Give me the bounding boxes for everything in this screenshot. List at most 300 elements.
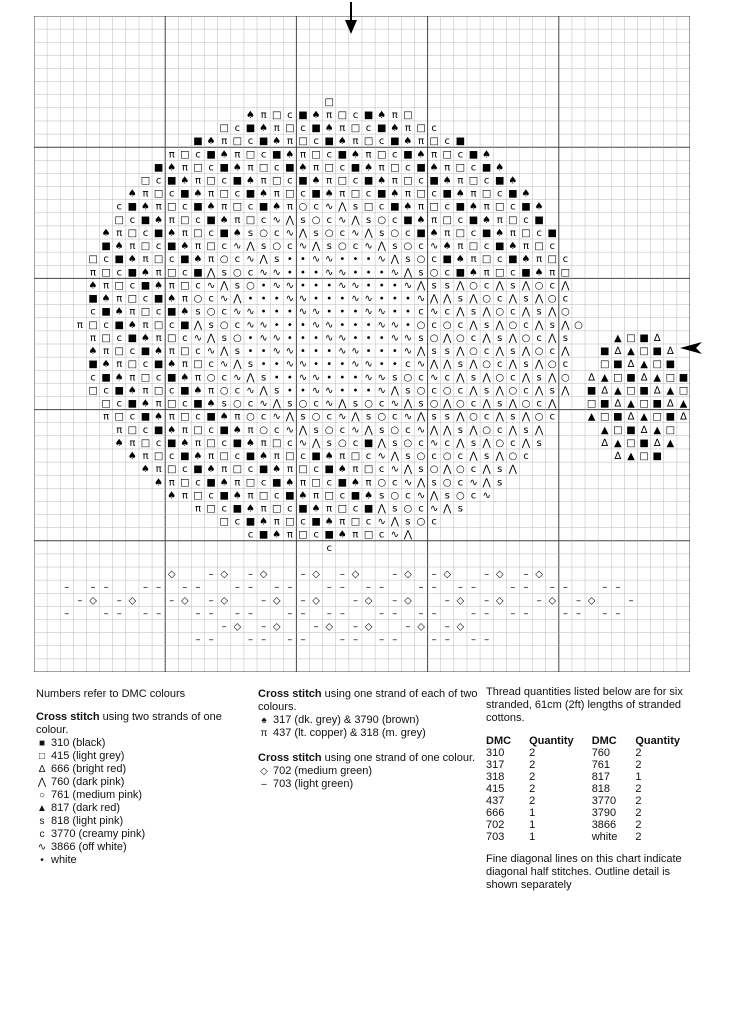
stitch-symbol: π (155, 332, 162, 344)
stitch-symbol: □ (180, 149, 190, 161)
legend-item (36, 854, 251, 867)
stitch-symbol: ◇ (495, 595, 504, 607)
stitch-symbol: π (470, 188, 477, 200)
stitch-symbol: • (365, 267, 372, 279)
stitch-symbol: – (208, 608, 214, 620)
stitch-symbol: – (379, 582, 385, 594)
stitch-symbol: c (300, 188, 306, 200)
stitch-symbol: □ (442, 149, 453, 161)
stitch-symbol: • (286, 332, 293, 344)
stitch-symbol: ⋀ (469, 424, 478, 436)
stitch-symbol: – (221, 621, 227, 633)
stitch-symbol: ⋀ (220, 346, 229, 358)
stitch-symbol: π (247, 162, 254, 174)
stitch-symbol: ⋀ (443, 359, 452, 371)
two-strands-heading-bold: Cross stitch (36, 711, 100, 723)
stitch-symbol: c (260, 477, 267, 489)
stitch-symbol: c (536, 227, 542, 239)
stitch-symbol: ♠ (141, 398, 151, 410)
stitch-symbol: π (352, 464, 359, 476)
stitch-symbol: ◇ (443, 569, 452, 581)
stitch-symbol: ○ (206, 372, 216, 384)
stitch-symbol: π (431, 214, 438, 226)
stitch-symbol: ∿ (364, 306, 373, 318)
legend-item (258, 778, 478, 791)
one-strand-heading-bold: Cross stitch (258, 752, 322, 764)
stitch-symbol: ♠ (534, 267, 544, 279)
stitch-symbol: ∆ (601, 437, 609, 449)
stitch-symbol: – (366, 582, 372, 594)
stitch-symbol: π (247, 490, 254, 502)
stitch-symbol: ∿ (325, 201, 334, 213)
stitch-symbol: π (181, 490, 188, 502)
stitch-symbol: ♠ (245, 175, 255, 187)
table-cell: 1 (529, 807, 536, 819)
stitch-symbol: ♠ (403, 201, 413, 213)
stitch-symbol: • (365, 332, 372, 344)
stitch-symbol: ⋀ (430, 490, 439, 502)
table-cell: 703 (486, 831, 505, 843)
legend-item-label: 817 (dark red) (51, 802, 121, 814)
stitch-symbol: ⋀ (390, 451, 399, 463)
stitch-symbol: c (510, 201, 516, 213)
stitch-symbol: • (273, 319, 280, 331)
stitch-symbol: s (418, 464, 424, 476)
stitch-symbol: ▲ (653, 424, 662, 436)
stitch-symbol: π (418, 136, 425, 148)
stitch-symbol: ◇ (587, 595, 596, 607)
stitch-symbol: ■ (337, 149, 348, 161)
stitch-symbol: – (208, 634, 214, 646)
stitch-symbol: s (457, 359, 464, 371)
stitch-symbol: – (326, 582, 332, 594)
stitch-symbol: ○ (259, 424, 268, 436)
stitch-symbol: ♠ (508, 241, 518, 253)
stitch-symbol: ♠ (350, 477, 360, 489)
stitch-symbol: – (300, 569, 306, 581)
stitch-symbol: ∿ (403, 346, 413, 358)
stitch-symbol: ■ (219, 490, 229, 502)
stitch-symbol: ∿ (429, 437, 439, 449)
table-cell: 2 (635, 807, 642, 819)
stitch-symbol: □ (298, 464, 308, 476)
stitch-symbol: ■ (481, 162, 492, 174)
stitch-symbol: – (313, 621, 319, 633)
stitch-symbol: □ (311, 477, 321, 489)
stitch-symbol: ■ (245, 516, 256, 528)
stitch-symbol: ∿ (272, 346, 281, 358)
legend-symbol-icon: c (39, 829, 45, 840)
stitch-symbol: c (195, 411, 201, 423)
stitch-symbol: ⋀ (508, 332, 517, 344)
stitch-symbol: □ (271, 109, 282, 121)
stitch-symbol: π (168, 214, 175, 226)
stitch-symbol: ○ (456, 490, 465, 502)
stitch-symbol: c (247, 201, 254, 213)
stitch-symbol: ■ (639, 437, 649, 449)
stitch-symbol: ∿ (259, 319, 268, 331)
stitch-symbol: π (76, 319, 83, 331)
stitch-symbol: ♠ (127, 385, 137, 397)
stitch-symbol: π (181, 424, 188, 436)
stitch-symbol: s (470, 437, 477, 449)
stitch-symbol: – (471, 582, 477, 594)
stitch-symbol: – (103, 608, 109, 620)
stitch-symbol: ◇ (272, 595, 281, 607)
stitch-symbol: ○ (403, 503, 413, 515)
stitch-symbol: s (484, 451, 490, 463)
stitch-symbol: ⋀ (377, 503, 386, 515)
stitch-symbol: ♠ (167, 227, 177, 239)
stitch-symbol: c (326, 411, 332, 423)
stitch-symbol: ∿ (338, 214, 347, 226)
stitch-symbol: – (247, 608, 253, 620)
stitch-symbol: s (444, 280, 450, 292)
stitch-symbol: ■ (258, 529, 269, 541)
stitch-symbol: c (182, 398, 188, 410)
stitch-symbol: □ (639, 451, 649, 463)
stitch-symbol: s (431, 411, 437, 423)
stitch-symbol: π (299, 149, 306, 161)
stitch-symbol: ♠ (508, 175, 518, 187)
stitch-symbol: π (326, 109, 333, 121)
stitch-symbol: s (247, 359, 254, 371)
stitch-symbol: ♠ (442, 175, 452, 187)
stitch-symbol: c (287, 503, 293, 515)
legend-column-2 (258, 688, 478, 791)
stitch-symbol: – (471, 608, 477, 620)
stitch-symbol: c (378, 529, 385, 541)
stitch-symbol: c (129, 346, 136, 358)
stitch-symbol: • (339, 293, 346, 305)
stitch-symbol: ■ (639, 385, 649, 397)
stitch-symbol: – (156, 582, 162, 594)
stitch-symbol: c (313, 464, 319, 476)
stitch-symbol: ■ (363, 437, 374, 449)
stitch-symbol: ⋀ (495, 280, 504, 292)
stitch-symbol: c (208, 293, 214, 305)
thread-quantity-table (486, 735, 698, 843)
table-row (486, 807, 698, 819)
stitch-symbol: ∿ (298, 293, 308, 305)
stitch-symbol: – (208, 569, 214, 581)
stitch-symbol: ∿ (377, 516, 386, 528)
stitch-symbol: ■ (285, 490, 295, 502)
stitch-symbol: π (116, 227, 123, 239)
stitch-symbol: c (470, 464, 477, 476)
stitch-symbol: ∿ (298, 241, 308, 253)
stitch-symbol: – (64, 608, 70, 620)
stitch-symbol: ⋀ (403, 398, 413, 410)
stitch-symbol: s (431, 346, 437, 358)
stitch-symbol: ■ (180, 188, 190, 200)
stitch-symbol: s (497, 398, 503, 410)
stitch-symbol: – (431, 608, 437, 620)
stitch-symbol: c (208, 424, 214, 436)
stitch-symbol: ♠ (114, 306, 124, 318)
stitch-symbol: ■ (508, 254, 518, 266)
stitch-symbol: ⋀ (482, 464, 491, 476)
stitch-symbol: c (287, 109, 293, 121)
table-cell: 702 (486, 819, 505, 831)
stitch-symbol: □ (167, 398, 177, 410)
stitch-symbol: c (273, 227, 280, 239)
stitch-symbol: ∆ (653, 385, 661, 397)
stitch-symbol: c (457, 214, 464, 226)
stitch-symbol: ■ (88, 359, 98, 371)
stitch-symbol: ♠ (285, 149, 295, 161)
stitch-symbol: ■ (193, 201, 203, 213)
stitch-symbol: π (286, 136, 293, 148)
stitch-symbol: ■ (127, 201, 138, 213)
stitch-symbol: ■ (114, 319, 125, 331)
stitch-symbol: ○ (574, 319, 583, 331)
stitch-symbol: ♠ (193, 188, 203, 200)
stitch-symbol: c (260, 149, 267, 161)
stitch-symbol: ♠ (101, 227, 111, 239)
stitch-symbol: π (194, 241, 202, 253)
stitch-symbol: π (221, 136, 228, 148)
stitch-symbol: • (313, 332, 320, 344)
stitch-symbol: □ (219, 516, 229, 528)
stitch-symbol: ■ (547, 227, 557, 239)
stitch-symbol: • (247, 332, 254, 344)
stitch-symbol: ∆ (601, 385, 609, 397)
stitch-symbol: □ (153, 451, 164, 463)
stitch-symbol: • (404, 306, 411, 318)
stitch-symbol: ⋀ (377, 437, 386, 449)
table-row (486, 747, 698, 759)
stitch-symbol: □ (193, 227, 203, 239)
stitch-symbol: ⋀ (298, 424, 308, 436)
stitch-symbol: π (221, 464, 228, 476)
stitch-symbol: s (274, 254, 280, 266)
stitch-symbol: ∿ (246, 254, 255, 266)
table-cell: 817 (591, 771, 611, 783)
stitch-symbol: s (418, 267, 424, 279)
stitch-symbol: ⋀ (207, 267, 216, 279)
stitch-symbol: ∿ (403, 332, 413, 344)
stitch-symbol: □ (140, 437, 151, 449)
stitch-symbol: ♠ (167, 490, 177, 502)
stitch-symbol: □ (285, 516, 295, 528)
stitch-symbol: π (234, 214, 241, 226)
stitch-symbol: ⋀ (521, 372, 531, 384)
stitch-symbol: ⋀ (482, 306, 491, 318)
stitch-symbol: ⋀ (456, 346, 465, 358)
stitch-symbol: □ (298, 529, 308, 541)
stitch-symbol: – (300, 595, 306, 607)
stitch-symbol: □ (206, 437, 216, 449)
stitch-symbol: ⋀ (193, 319, 203, 331)
stitch-symbol: ∿ (429, 372, 439, 384)
stitch-symbol: ■ (613, 411, 623, 423)
stitch-symbol: π (168, 346, 175, 358)
stitch-symbol: ♠ (337, 464, 347, 476)
stitch-symbol: – (64, 582, 70, 594)
stitch-symbol: c (208, 227, 214, 239)
stitch-symbol: ■ (180, 451, 190, 463)
stitch-symbol: c (339, 424, 346, 436)
stitch-symbol: ⋀ (285, 214, 294, 226)
stitch-symbol: • (300, 332, 306, 344)
stitch-symbol: ○ (416, 254, 426, 266)
stitch-symbol: ○ (560, 306, 570, 318)
stitch-symbol: π (470, 254, 477, 266)
stitch-symbol: ∆ (614, 451, 622, 463)
stitch-symbol: ■ (88, 293, 98, 305)
stitch-symbol: – (431, 569, 437, 581)
stitch-symbol: ○ (442, 451, 452, 463)
stitch-symbol: ■ (429, 175, 439, 187)
stitch-symbol: – (444, 595, 450, 607)
stitch-symbol: – (143, 608, 149, 620)
stitch-symbol: ♠ (298, 162, 308, 174)
stitch-symbol: □ (101, 267, 111, 279)
stitch-symbol: c (339, 227, 346, 239)
legend-item-label: 317 (dk. grey) & 3790 (brown) (273, 714, 420, 726)
stitch-symbol: □ (271, 175, 282, 187)
stitch-symbol: ⋀ (338, 398, 347, 410)
stitch-symbol: ♠ (206, 136, 216, 148)
stitch-symbol: ■ (376, 188, 387, 200)
stitch-symbol: ○ (429, 464, 439, 476)
stitch-symbol: c (326, 477, 332, 489)
stitch-symbol: ▲ (587, 411, 596, 423)
stitch-symbol: ⋀ (456, 372, 465, 384)
two-strands-heading-rest: using two strands of one colour. (36, 711, 222, 736)
one-strand-heading-rest: using one strand of one colour. (321, 752, 476, 764)
stitch-symbol: ⋀ (521, 437, 531, 449)
stitch-symbol: s (379, 424, 385, 436)
stitch-symbol: • (286, 319, 293, 331)
stitch-symbol: ♠ (232, 424, 242, 436)
stitch-symbol: s (431, 280, 437, 292)
stitch-symbol: ∿ (377, 254, 386, 266)
stitch-symbol: π (181, 162, 188, 174)
stitch-symbol: ♠ (180, 437, 190, 449)
stitch-symbol: c (497, 188, 503, 200)
stitch-symbol: – (352, 595, 358, 607)
stitch-symbol: c (234, 123, 241, 135)
stitch-symbol: □ (140, 241, 151, 253)
stitch-symbol: ◇ (312, 595, 320, 607)
stitch-symbol: □ (180, 346, 190, 358)
stitch-symbol: ∿ (325, 254, 334, 266)
stitch-symbol: s (221, 267, 227, 279)
stitch-symbol: π (142, 451, 149, 463)
stitch-symbol: c (182, 464, 188, 476)
stitch-symbol: ○ (469, 346, 478, 358)
stitch-symbol: ∿ (193, 332, 203, 344)
stitch-symbol: ♠ (114, 241, 124, 253)
stitch-symbol: – (549, 582, 555, 594)
legend-item (36, 763, 251, 776)
stitch-symbol: ■ (468, 214, 479, 226)
stitch-symbol: ⋀ (469, 385, 478, 397)
stitch-symbol: ♠ (219, 149, 229, 161)
stitch-symbol: c (142, 359, 149, 371)
stitch-symbol: ♠ (245, 503, 255, 515)
stitch-symbol: ■ (363, 109, 374, 121)
table-cell: 666 (486, 807, 505, 819)
stitch-symbol: ♠ (167, 424, 177, 436)
stitch-symbol: ○ (560, 372, 570, 384)
stitch-symbol: ♠ (259, 188, 269, 200)
stitch-symbol: ○ (232, 267, 242, 279)
stitch-symbol: ■ (468, 149, 479, 161)
stitch-symbol: • (378, 293, 385, 305)
stitch-symbol: – (287, 608, 293, 620)
stitch-symbol: ⋀ (443, 293, 452, 305)
stitch-symbol: ■ (153, 162, 164, 174)
stitch-symbol: c (273, 162, 280, 174)
stitch-symbol: ∆ (666, 346, 674, 358)
stitch-symbol: ■ (140, 280, 151, 292)
stitch-symbol: ♠ (154, 411, 164, 423)
stitch-symbol: ∿ (416, 424, 426, 436)
stitch-symbol: π (194, 503, 202, 515)
stitch-symbol: c (129, 280, 136, 292)
stitch-symbol: ◇ (89, 595, 97, 607)
stitch-symbol: ■ (153, 359, 164, 371)
stitch-symbol: ∿ (233, 241, 242, 253)
stitch-symbol: ○ (534, 346, 544, 358)
stitch-symbol: ⋀ (272, 398, 281, 410)
table-cell: 760 (591, 747, 611, 759)
stitch-symbol: ⋀ (416, 477, 426, 489)
stitch-symbol: □ (88, 319, 98, 331)
stitch-symbol: ♠ (495, 162, 505, 174)
stitch-symbol: π (168, 477, 175, 489)
legend-item-label: 415 (light grey) (51, 750, 125, 762)
stitch-symbol: ∿ (416, 359, 426, 371)
stitch-symbol: ▲ (613, 437, 622, 449)
stitch-symbol: ⋀ (416, 280, 426, 292)
stitch-symbol: – (261, 595, 267, 607)
stitch-symbol: π (155, 464, 162, 476)
stitch-symbol: s (549, 385, 555, 397)
stitch-symbol: ♠ (232, 490, 242, 502)
stitch-symbol: ■ (285, 162, 295, 174)
stitch-symbol: ⋀ (561, 346, 570, 358)
stitch-symbol: • (286, 385, 293, 397)
stitch-symbol: ■ (324, 136, 334, 148)
stitch-symbol: ○ (456, 332, 465, 344)
stitch-symbol: – (352, 621, 358, 633)
stitch-symbol: • (313, 359, 320, 371)
stitch-symbol: c (208, 162, 214, 174)
stitch-symbol: ▲ (666, 385, 675, 397)
stitch-symbol: ◇ (495, 569, 504, 581)
stitch-symbol: ♠ (272, 464, 282, 476)
stitch-symbol: ■ (167, 437, 177, 449)
stitch-symbol: • (339, 306, 346, 318)
stitch-symbol: □ (350, 451, 361, 463)
stitch-symbol: c (510, 267, 516, 279)
stitch-symbol: • (352, 319, 359, 331)
stitch-symbol: □ (88, 385, 98, 397)
stitch-symbol: ○ (508, 451, 518, 463)
stitch-symbol: ○ (416, 319, 426, 331)
stitch-symbol: s (365, 411, 372, 423)
stitch-symbol: – (484, 634, 490, 646)
stitch-symbol: c (378, 201, 385, 213)
stitch-symbol: ○ (298, 398, 308, 410)
stitch-symbol: π (194, 175, 202, 187)
stitch-symbol: • (286, 254, 293, 266)
stitch-symbol: ○ (495, 306, 505, 318)
